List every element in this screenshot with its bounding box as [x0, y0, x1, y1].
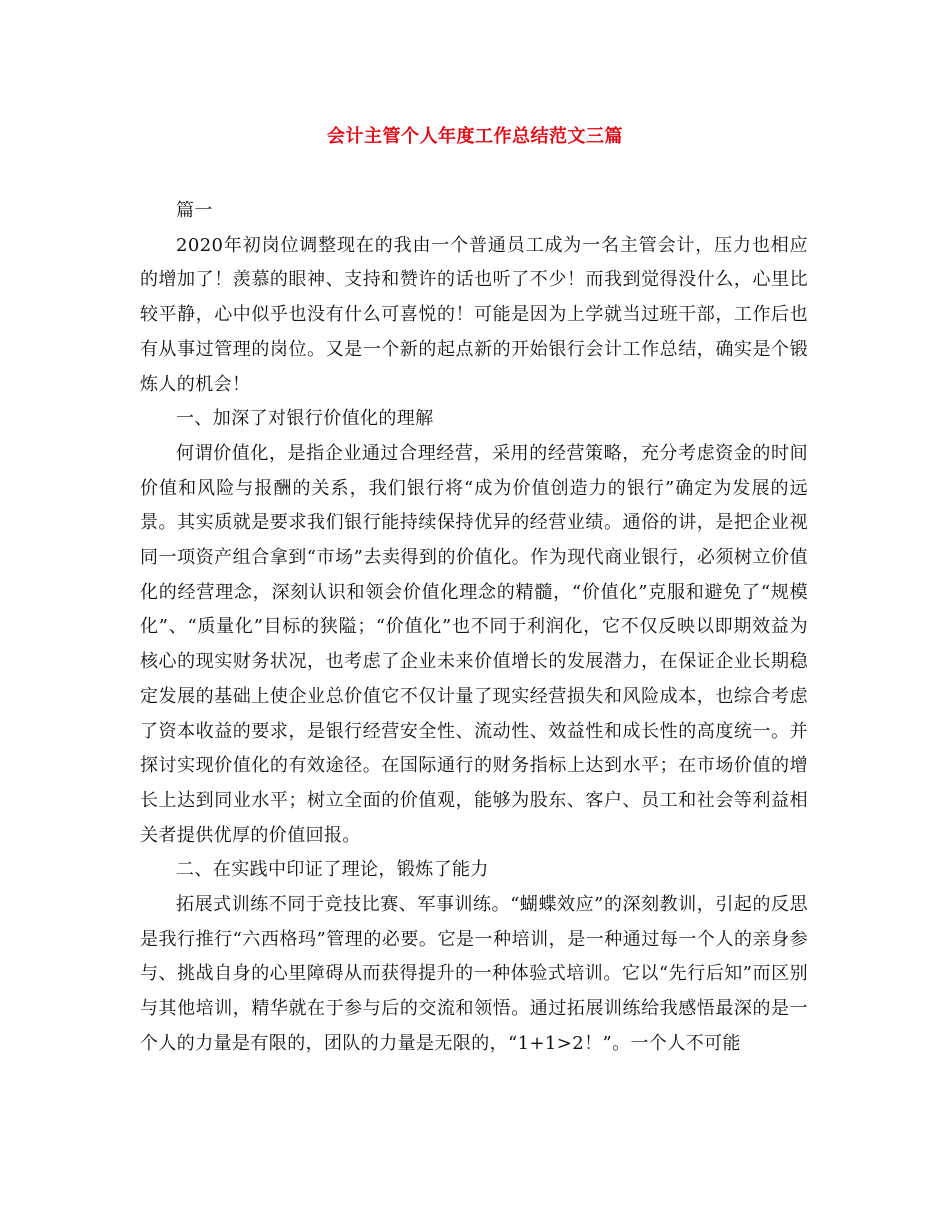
section-heading-two: 二、在实践中印证了理论，锻炼了能力	[176, 859, 489, 881]
document-body	[140, 194, 808, 1062]
body-paragraph-training: 拓展式训练不同于竞技比赛、军事训练。“蝴蝶效应”的深刻教训，引起的反思是我行推行“六西格玛”管理的必要。它是一种培训，是一种通过每一个人的亲身参与、挑战自身的心里障碍从而获得提升的一种体验式培训。它以“先行后知”而区别与其他培训，精华就在于参与后的交流和领悟。通过拓展训练给我感悟最深的是一个人的力量是有限的，团队的力量是无限的，“1+1>2！”。一个人不可能	[140, 894, 808, 1054]
section-heading-part-one: 篇一	[176, 200, 213, 221]
body-paragraph-value: 何谓价值化，是指企业通过合理经营，采用的经营策略，充分考虑资金的时间价值和风险与报酬的关系，我们银行将“成为价值创造力的银行”确定为发展的远景。其实质就是要求我们银行能持续保持优异的经营业绩。通俗的讲，是把企业视同一项资产组合拿到“市场”去卖得到的价值化。作为现代商业银行，必须树立价值化的经营理念，深刻认识和领会价值化理念的精髓，“价值化”克服和避免了“规模化”、“质量化”目标的狭隘；“价值化”也不同于利润化，它不仅反映以即期效益为核心的现实财务状况，也考虑了企业未来价值增长的发展潜力，在保证企业长期稳定发展的基础上使企业总价值它不仅计量了现实经营损失和风险成本，也综合考虑了资本收益的要求，是银行经营安全性、流动性、效益性和成长性的高度统一。并探讨实现价值化的有效途径。在国际通行的财务指标上达到水平；在市场价值的增长上达到同业水平；树立全面的价值观，能够为股东、客户、员工和社会等利益相关者提供优厚的价值回报。	[140, 442, 808, 846]
body-paragraph-intro: 2020年初岗位调整现在的我由一个普通员工成为一名主管会计，压力也相应的增加了！羡慕的眼神、支持和赞许的话也听了不少！而我到觉得没什么，心里比较平静，心中似乎也没有什么可喜悦的！可能是因为上学就当过班干部，工作后也有从事过管理的岗位。又是一个新的起点新的开始银行会计工作总结，确实是个锻炼人的机会！	[140, 234, 808, 395]
document-title: 会计主管个人年度工作总结范文三篇	[327, 126, 623, 147]
section-heading-one: 一、加深了对银行价值化的理解	[176, 408, 434, 430]
